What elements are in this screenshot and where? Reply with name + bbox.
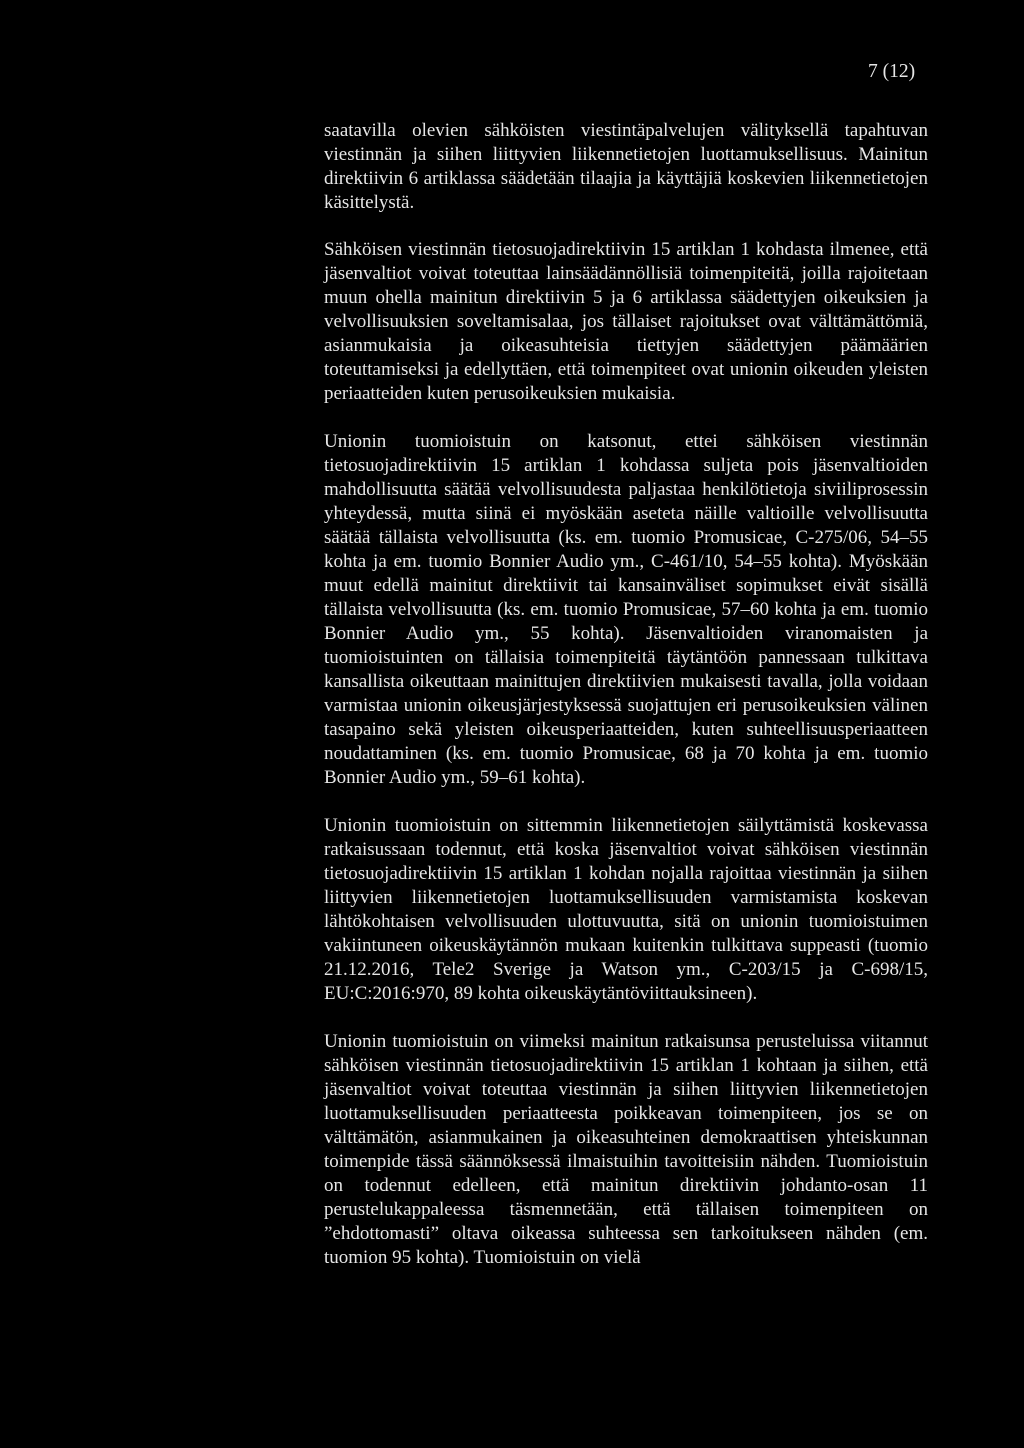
paragraph-2: Sähköisen viestinnän tietosuojadirektiivin 15 artiklan 1 kohdasta ilmenee, että jäsenvaltiot voivat toteuttaa lainsäädännöllisiä toimenpiteitä, joilla rajoitetaan muun ohella mainitun direktiivin 5 ja 6 artiklassa säädettyjen oikeuksien ja velvollisuuksien soveltamisalaa, jos tällaiset rajoitukset ovat välttämättömiä, asianmukaisia ja oikeasuhteisia tiettyjen säädettyjen päämäärien toteuttamiseksi ja edellyttäen, että toimenpiteet ovat unionin oikeuden yleisten periaatteiden kuten perusoikeuksien mukaisia. (324, 239, 928, 404)
paragraph-4: Unionin tuomioistuin on sittemmin liikennetietojen säilyttämistä koskevassa ratkaisussaan todennut, että koska jäsenvaltiot voivat sähköisen viestinnän tietosuojadirektiivin 15 artiklan 1 kohdan nojalla rajoittaa viestinnän ja siihen liittyvien liikennetietojen luottamuksellisuuden varmistamista koskevan lähtökohtaisen velvollisuuden ulottuvuutta, sitä on unionin tuomioistuimen vakiintuneen oikeuskäytännön mukaan kuitenkin tulkittava suppeasti (tuomio 21.12.2016, Tele2 Sverige ja Watson ym., C-203/15 ja C-698/15, EU:C:2016:970, 89 kohta oikeuskäytäntöviittauksineen). (324, 815, 928, 1004)
paragraph-3: Unionin tuomioistuin on katsonut, ettei sähköisen viestinnän tietosuojadirektiivin 15 artiklan 1 kohdassa suljeta pois jäsenvaltioiden mahdollisuutta säätää velvollisuudesta paljastaa henkilötietoja siviiliprosessin yhteydessä, mutta siinä ei myöskään aseteta näille valtioille velvollisuutta säätää tällaista velvollisuutta (ks. em. tuomio Promusicae, C-275/06, 54–55 kohta ja em. tuomio Bonnier Audio ym., C-461/10, 54–55 kohta). Myöskään muut edellä mainitut direktiivit tai kansainväliset sopimukset eivät sisällä tällaista velvollisuutta (ks. em. tuomio Promusicae, 57–60 kohta ja em. tuomio Bonnier Audio ym., 55 kohta). Jäsenvaltioiden viranomaisten ja tuomioistuinten on tällaisia toimenpiteitä täytäntöön pannessaan tulkittava kansallista oikeuttaan mainittujen direktiivien mukaisesti tavalla, jolla voidaan varmistaa unionin oikeusjärjestyksessä suojattujen eri perusoikeuksien välinen tasapaino sekä yleisten oikeusperiaatteiden, kuten suhteellisuusperiaatteen noudattaminen (ks. em. tuomio Promusicae, 68 ja 70 kohta ja em. tuomio Bonnier Audio ym., 59–61 kohta). (324, 431, 928, 788)
document-body (324, 119, 928, 1294)
paragraph-1: saatavilla olevien sähköisten viestintäpalvelujen välityksellä tapahtuvan viestinnän ja siihen liittyvien liikennetietojen luottamuksellisuus. Mainitun direktiivin 6 artiklassa säädetään tilaajia ja käyttäjiä koskevien liikennetietojen käsittelystä. (324, 120, 928, 213)
page-number: 7 (12) (868, 61, 916, 82)
paragraph-5: Unionin tuomioistuin on viimeksi mainitun ratkaisunsa perusteluissa viitannut sähköisen viestinnän tietosuojadirektiivin 15 artiklan 1 kohtaan ja siihen, että jäsenvaltiot voivat toteuttaa viestinnän ja siihen liittyvien liikennetietojen luottamuksellisuuden periaatteesta poikkeavan toimenpiteen, jos se on välttämätön, asianmukainen ja oikeasuhteinen demokraattisen yhteiskunnan toimenpide tässä säännöksessä ilmaistuihin tavoitteisiin nähden. Tuomioistuin on todennut edelleen, että mainitun direktiivin johdanto-osan 11 perustelukappaleessa täsmennetään, että tällaisen toimenpiteen on ”ehdottomasti” oltava oikeassa suhteessa sen tarkoitukseen nähden (em. tuomion 95 kohta). Tuomioistuin on vielä (324, 1031, 928, 1268)
